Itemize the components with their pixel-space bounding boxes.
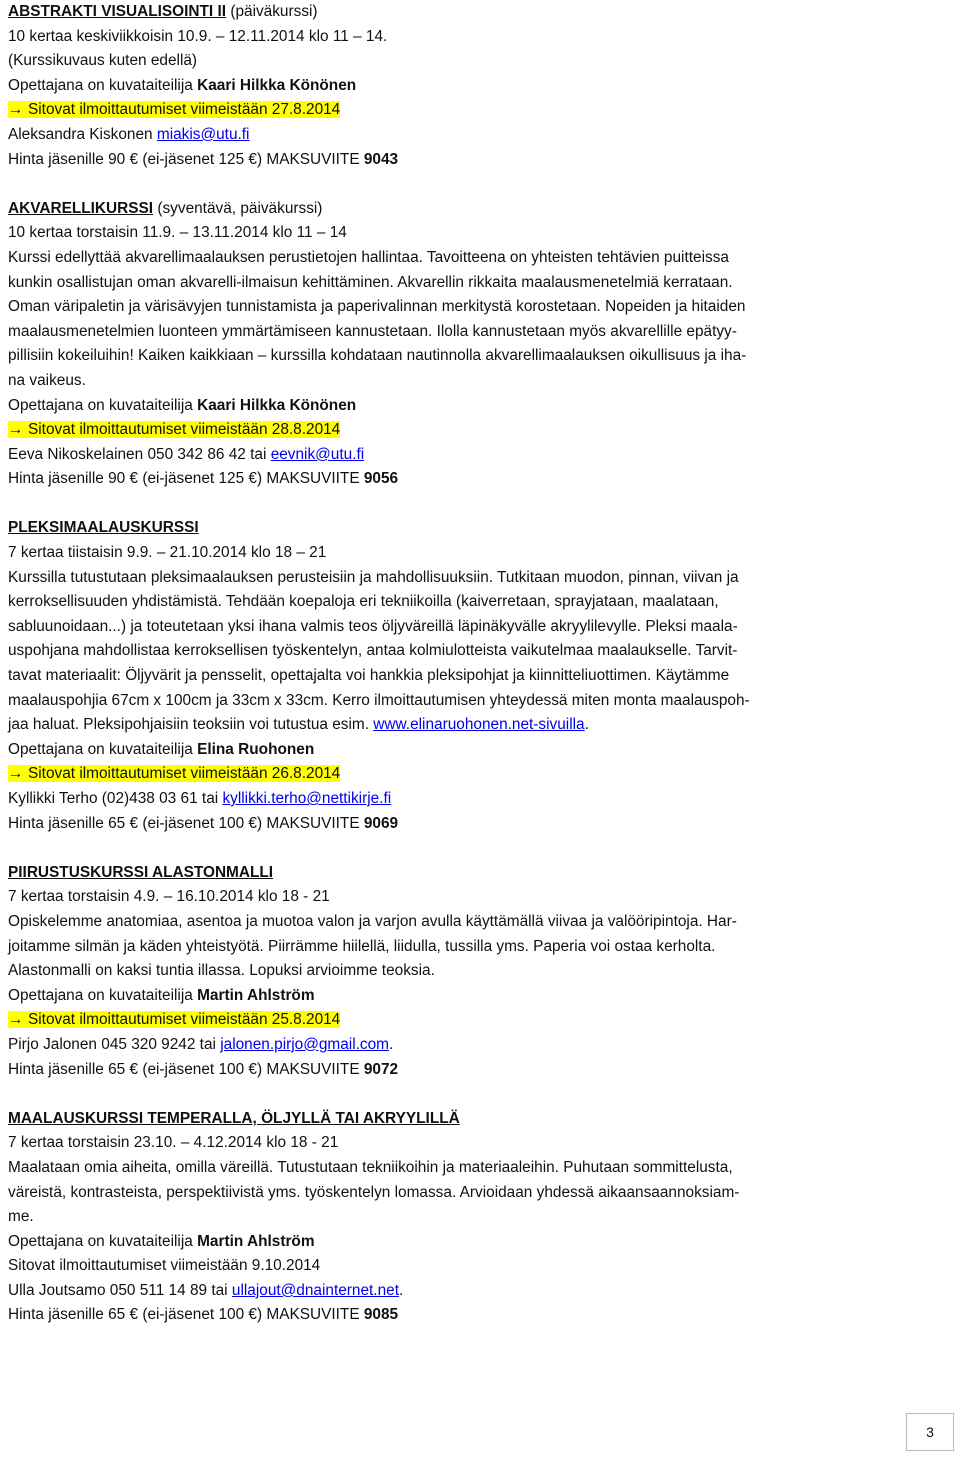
teacher-name: Martin Ahlström (197, 986, 315, 1004)
course-schedule: 7 kertaa tiistaisin 9.9. – 21.10.2014 klo 18 – 21 (8, 544, 327, 562)
contact-line (8, 123, 952, 148)
course-schedule: 7 kertaa torstaisin 4.9. – 16.10.2014 klo 18 - 21 (8, 888, 330, 906)
teacher-name: Kaari Hilkka Könönen (197, 76, 357, 94)
course-title: MAALAUSKURSSI TEMPERALLA, ÖLJYLLÄ TAI AKRYYLILLÄ (8, 1109, 460, 1127)
contact-name: Ulla Joutsamo 050 511 14 89 tai (8, 1281, 232, 1299)
page-number: 3 (906, 1413, 954, 1451)
arrow-right-icon: → (8, 765, 24, 783)
contact-email-link[interactable]: kyllikki.terho@nettikirje.fi (222, 790, 392, 807)
course-heading (8, 1107, 952, 1132)
description-line: Alastonmalli on kaksi tuntia illassa. Lopuksi arvioimme teoksia. (8, 962, 435, 980)
contact-name: Aleksandra Kiskonen (8, 125, 157, 143)
description-line: uspohjana mahdollistaa kerroksellisen työskentelyn, antaa kolmiulotteista vaikutelmaa maalaukselle. Tarvit- (8, 642, 738, 660)
course-schedule: 7 kertaa torstaisin 23.10. – 4.12.2014 klo 18 - 21 (8, 1134, 339, 1152)
contact-email-link[interactable]: ullajout@dnainternet.net (231, 1281, 399, 1299)
teacher-line (8, 738, 952, 763)
teacher-name: Elina Ruohonen (197, 740, 315, 758)
description-text: jaa haluat. Pleksipohjaisiin teoksiin voi tutustua esim. (8, 716, 374, 734)
payment-reference: 9072 (363, 1060, 399, 1078)
payment-reference: 9043 (363, 150, 399, 168)
deadline-text: Sitovat ilmoittautumiset viimeistään 27.8.2014 (28, 101, 341, 119)
teacher-prefix: Opettajana on kuvataiteilija (8, 1232, 198, 1250)
description-line: Kurssilla tutustutaan pleksimaalauksen perusteisiin ja mahdollisuuksiin. Tutkitaan muodon, pinnan, viivan ja (8, 568, 739, 586)
contact-email-link[interactable]: eevnik@utu.fi (270, 445, 365, 463)
website-link[interactable]: www.elinaruohonen.net-sivuilla (373, 716, 585, 734)
teacher-line (8, 984, 952, 1009)
description-line: Kurssi edellyttää akvarellimaalauksen perustietojen hallintaa. Tavoitteena on yhteisten tehtävien puitteissa (8, 248, 729, 266)
price-text: Hinta jäsenille 90 € (ei-jäsenet 125 €) MAKSUVIITE (8, 150, 364, 168)
course-heading (8, 0, 952, 25)
teacher-line (8, 74, 952, 99)
payment-reference: 9056 (363, 470, 399, 488)
price-text: Hinta jäsenille 65 € (ei-jäsenet 100 €) MAKSUVIITE (8, 1060, 364, 1078)
deadline-text: Sitovat ilmoittautumiset viimeistään 26.8.2014 (28, 765, 341, 783)
contact-line (8, 1033, 952, 1058)
price-text: Hinta jäsenille 65 € (ei-jäsenet 100 €) MAKSUVIITE (8, 1306, 364, 1324)
description-line: väreistä, kontrasteista, perspektiivistä yms. työskentelyn lomassa. Arvioidaan yhdessä aikaansaannoksiam- (8, 1183, 740, 1201)
deadline-line (8, 418, 952, 443)
description-line: kerroksellisuuden yhdistämistä. Tehdään koepaloja eri tekniikoilla (kaiverretaan, sprayjataan, maalataan, (8, 593, 719, 611)
price-line (8, 467, 952, 492)
contact-punctuation: . (398, 1281, 404, 1299)
description-line: me. (8, 1208, 34, 1226)
deadline-line (8, 1008, 952, 1033)
contact-punctuation: . (388, 1035, 394, 1053)
teacher-prefix: Opettajana on kuvataiteilija (8, 76, 198, 94)
contact-email-link[interactable]: miakis@utu.fi (156, 125, 250, 143)
description-line: Opiskelemme anatomiaa, asentoa ja muotoa valon ja varjon avulla käyttämällä viivaa ja valööripintoja. Har- (8, 912, 737, 930)
price-text: Hinta jäsenille 65 € (ei-jäsenet 100 €) MAKSUVIITE (8, 814, 364, 832)
teacher-prefix: Opettajana on kuvataiteilija (8, 396, 198, 414)
course-title-suffix: (syventävä, päiväkurssi) (153, 199, 323, 217)
arrow-right-icon: → (8, 421, 24, 439)
arrow-right-icon: → (8, 1011, 24, 1029)
deadline-text: Sitovat ilmoittautumiset viimeistään 9.10.2014 (8, 1257, 321, 1275)
price-line (8, 812, 952, 837)
description-line: tavat materiaalit: Öljyvärit ja pensselit, opettajalta voi hankkia pleksipohjat ja kiinnitteliuottimen. Käytämme (8, 667, 730, 685)
teacher-line (8, 1230, 952, 1255)
description-line (8, 713, 952, 738)
deadline-line (8, 762, 952, 787)
payment-reference: 9069 (363, 814, 399, 832)
teacher-prefix: Opettajana on kuvataiteilija (8, 740, 198, 758)
course-title: ABSTRAKTI VISUALISOINTI II (8, 3, 227, 20)
description-line: maalausmenetelmien luonteen ymmärtämiseen kannustetaan. Ilolla kannustetaan myös akvarellille epätyy- (8, 322, 737, 340)
description-line: maalauspohjia 67cm x 100cm ja 33cm x 33cm. Kerro ilmoittautumisen yhteydessä miten monta maalauspoh- (8, 691, 750, 709)
course-note: (Kurssikuvaus kuten edellä) (8, 52, 198, 70)
description-line: pillisiin kokeiluihin! Kaiken kaikkiaan – kurssilla kohdataan nautinnolla akvarellimaalauksen oikullisuus ja iha- (8, 347, 747, 365)
contact-email-link[interactable]: jalonen.pirjo@gmail.com (220, 1035, 389, 1053)
course-schedule: 10 kertaa torstaisin 11.9. – 13.11.2014 klo 11 – 14 (8, 224, 347, 242)
description-line: Maalataan omia aiheita, omilla väreillä. Tutustutaan tekniikoihin ja materiaaleihin. Puhutaan sommittelusta, (8, 1158, 733, 1176)
course-title: PIIRUSTUSKURSSI ALASTONMALLI (8, 863, 274, 881)
payment-reference: 9085 (363, 1306, 399, 1324)
contact-name: Kyllikki Terho (02)438 03 61 tai (8, 790, 223, 807)
contact-name: Eeva Nikoskelainen 050 342 86 42 tai (8, 445, 271, 463)
price-text: Hinta jäsenille 90 € (ei-jäsenet 125 €) MAKSUVIITE (8, 470, 364, 488)
course-heading (8, 516, 952, 541)
description-line: joitamme silmän ja käden yhteistyötä. Piirrämme hiilellä, liidulla, tussilla yms. Paperia voi ostaa kerholta. (8, 937, 716, 955)
arrow-right-icon: → (8, 101, 24, 119)
contact-line (8, 443, 952, 468)
document-page (8, 0, 952, 1328)
price-line (8, 148, 952, 173)
price-line (8, 1058, 952, 1083)
course-heading (8, 197, 952, 222)
contact-line (8, 1279, 952, 1304)
course-title: AKVARELLIKURSSI (8, 199, 154, 217)
deadline-line (8, 98, 952, 123)
price-line (8, 1303, 952, 1328)
course-heading (8, 861, 952, 886)
deadline-text: Sitovat ilmoittautumiset viimeistään 25.8.2014 (28, 1011, 341, 1029)
contact-name: Pirjo Jalonen 045 320 9242 tai (8, 1035, 221, 1053)
course-title: PLEKSIMAALAUSKURSSI (8, 519, 199, 537)
teacher-name: Kaari Hilkka Könönen (197, 396, 357, 414)
description-line: na vaikeus. (8, 371, 86, 389)
course-title-suffix: (päiväkurssi) (226, 3, 318, 20)
description-line: sabluunoidaan...) ja toteutetaan yksi ihana valmis teos öljyväreillä läpinäkyvälle akryylilevylle. Pleksi maala- (8, 617, 738, 635)
description-line: kunkin osallistujan oman akvarelli-ilmaisun kehittäminen. Akvarellin rikkaita maalausmenetelmiä kerrataan. (8, 273, 733, 291)
description-line: Oman väripaletin ja värisävyjen tunnistamista ja paperivalinnan merkitystä korostetaan. Nopeiden ja hitaiden (8, 298, 746, 316)
deadline-text: Sitovat ilmoittautumiset viimeistään 28.8.2014 (28, 421, 341, 439)
description-punctuation: . (584, 716, 589, 734)
course-schedule: 10 kertaa keskiviikkoisin 10.9. – 12.11.2014 klo 11 – 14. (8, 27, 388, 45)
contact-line (8, 787, 952, 812)
teacher-prefix: Opettajana on kuvataiteilija (8, 986, 198, 1004)
teacher-name: Martin Ahlström (197, 1232, 315, 1250)
teacher-line (8, 394, 952, 419)
